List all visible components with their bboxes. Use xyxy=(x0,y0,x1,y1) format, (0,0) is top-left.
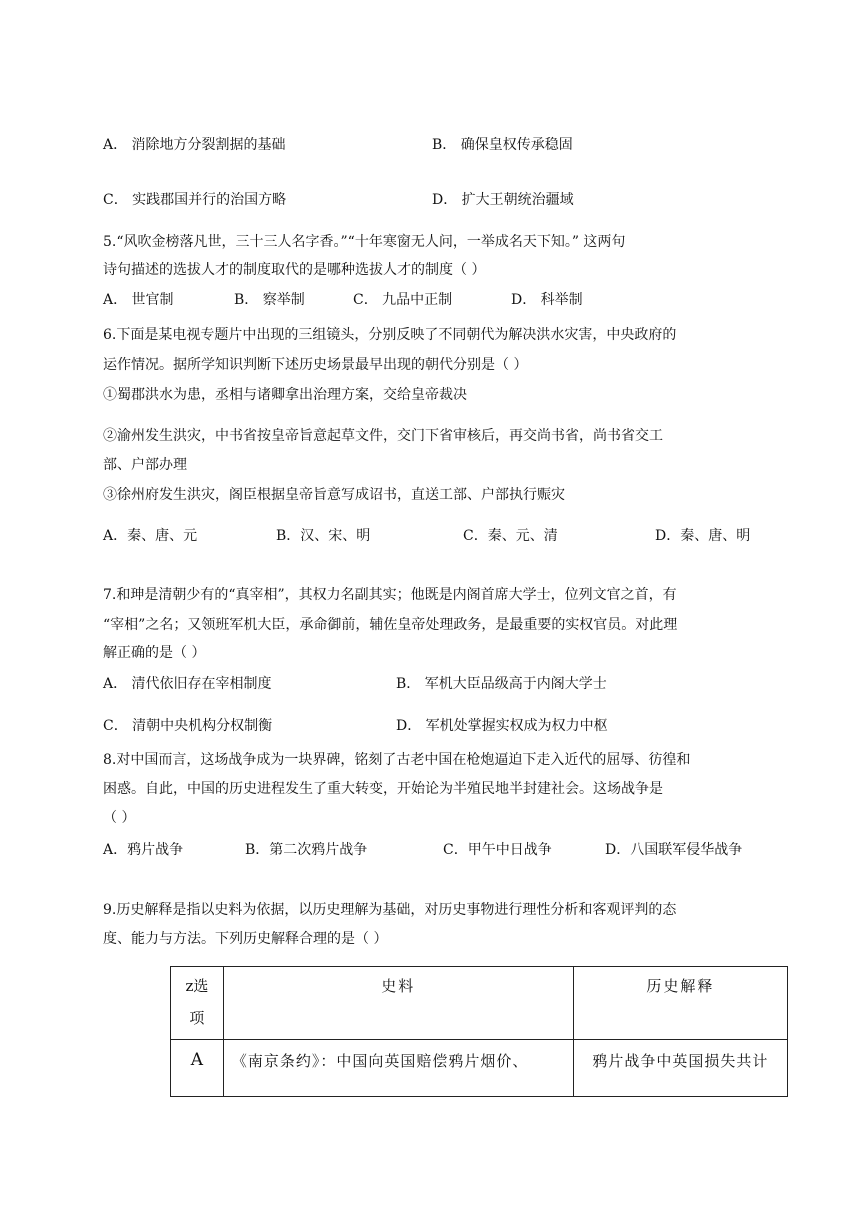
q5-option-c: C． 九品中正制 xyxy=(353,292,453,308)
header-source-label: 史料 xyxy=(381,977,416,995)
q8-option-a: A．鸦片战争 xyxy=(103,842,184,858)
q7-option-a: A． 清代依旧存在宰相制度 xyxy=(103,676,272,692)
q7-stem-line3: 解正确的是（ ） xyxy=(103,645,206,661)
header-interpretation-cell xyxy=(573,967,787,1040)
q7-option-c: C． 清朝中央机构分权制衡 xyxy=(103,718,273,734)
q5-option-b: B． 察举制 xyxy=(234,292,305,308)
row-interpretation-text: 鸦片战争中英国损失共计 xyxy=(592,1052,769,1070)
q6-item-2-line2: 部、户部办理 xyxy=(103,457,187,473)
q6-item-1: ①蜀郡洪水为患，丞相与诸卿拿出治理方案，交给皇帝裁决 xyxy=(103,387,467,403)
q7-option-d: D． 军机处掌握实权成为权力中枢 xyxy=(396,718,608,734)
q6-stem-line2: 运作情况。据所学知识判断下述历史场景最早出现的朝代分别是（ ） xyxy=(103,357,528,373)
table-header-row xyxy=(171,967,788,1040)
q7-option-b: B． 军机大臣品级高于内阁大学士 xyxy=(396,676,607,692)
q9-stem-line1: 9.历史解释是指以史料为依据，以历史理解为基础，对历史事物进行理性分析和客观评判的态 xyxy=(103,902,677,918)
q5-stem-line1: 5.“风吹金榜落凡世，三十三人名字香。”“十年寒窗无人问，一举成名天下知。” 这两句 xyxy=(103,234,626,250)
header-option-line2: 项 xyxy=(189,1009,205,1027)
row-source-text: 《南京条约》：中国向英国赔偿鸦片烟价、 xyxy=(231,1052,529,1070)
q7-stem-line2: “宰相”之名；又领班军机大臣，承命御前，辅佐皇帝处理政务，是最重要的实权官员。对此理 xyxy=(103,617,678,633)
row-option-cell xyxy=(171,1040,224,1097)
q8-option-c: C．甲午中日战争 xyxy=(443,842,552,858)
q8-option-d: D．八国联军侵华战争 xyxy=(605,842,743,858)
q5-option-a: A． 世官制 xyxy=(103,292,174,308)
q6-item-2-line1: ②渝州发生洪灾，中书省按皇帝旨意起草文件，交门下省审核后，再交尚书省，尚书省交工 xyxy=(103,428,663,444)
q9-stem-line2: 度、能力与方法。下列历史解释合理的是（ ） xyxy=(103,931,388,947)
row-interpretation-cell xyxy=(573,1040,787,1097)
q7-stem-line1: 7.和珅是清朝少有的“真宰相”，其权力名副其实；他既是内阁首席大学士，位列文官之首，有 xyxy=(103,587,677,603)
q8-stem-line3: （ ） xyxy=(103,810,136,826)
header-option-line1: z选 xyxy=(185,977,209,995)
q8-stem-line2: 困惑。自此，中国的历史进程发生了重大转变，开始论为半殖民地半封建社会。这场战争是 xyxy=(103,781,663,797)
header-option-cell xyxy=(171,967,224,1040)
header-interpretation-label: 历史解释 xyxy=(646,977,715,995)
q4-option-a: A． 消除地方分裂割据的基础 xyxy=(103,137,286,153)
q6-item-3: ③徐州府发生洪灾，阁臣根据皇帝旨意写成诏书，直送工部、户部执行赈灾 xyxy=(103,487,565,503)
q6-stem-line1: 6.下面是某电视专题片中出现的三组镜头，分别反映了不同朝代为解决洪水灾害，中央政府的 xyxy=(103,327,677,343)
q8-stem-line1: 8.对中国而言，这场战争成为一块界碑，铭刻了古老中国在枪炮逼迫下走入近代的屈辱、彷徨和 xyxy=(103,752,691,768)
table-row xyxy=(171,1040,788,1097)
q6-option-b: B．汉、宋、明 xyxy=(276,528,371,544)
q6-option-d: D．秦、唐、明 xyxy=(655,528,751,544)
row-source-cell xyxy=(223,1040,573,1097)
q4-option-d: D． 扩大王朝统治疆域 xyxy=(432,192,574,208)
q9-source-table xyxy=(170,966,788,1097)
q8-option-b: B．第二次鸦片战争 xyxy=(245,842,368,858)
q4-option-c: C． 实践郡国并行的治国方略 xyxy=(103,192,287,208)
q6-option-a: A．秦、唐、元 xyxy=(103,528,198,544)
q6-option-c: C．秦、元、清 xyxy=(463,528,558,544)
q5-stem-line2: 诗句描述的选拔人才的制度取代的是哪种选拔人才的制度（ ） xyxy=(103,262,486,278)
header-source-cell xyxy=(223,967,573,1040)
q4-option-b: B． 确保皇权传承稳固 xyxy=(432,137,573,153)
row-option-label: A xyxy=(190,1050,204,1070)
q5-option-d: D． 科举制 xyxy=(511,292,583,308)
